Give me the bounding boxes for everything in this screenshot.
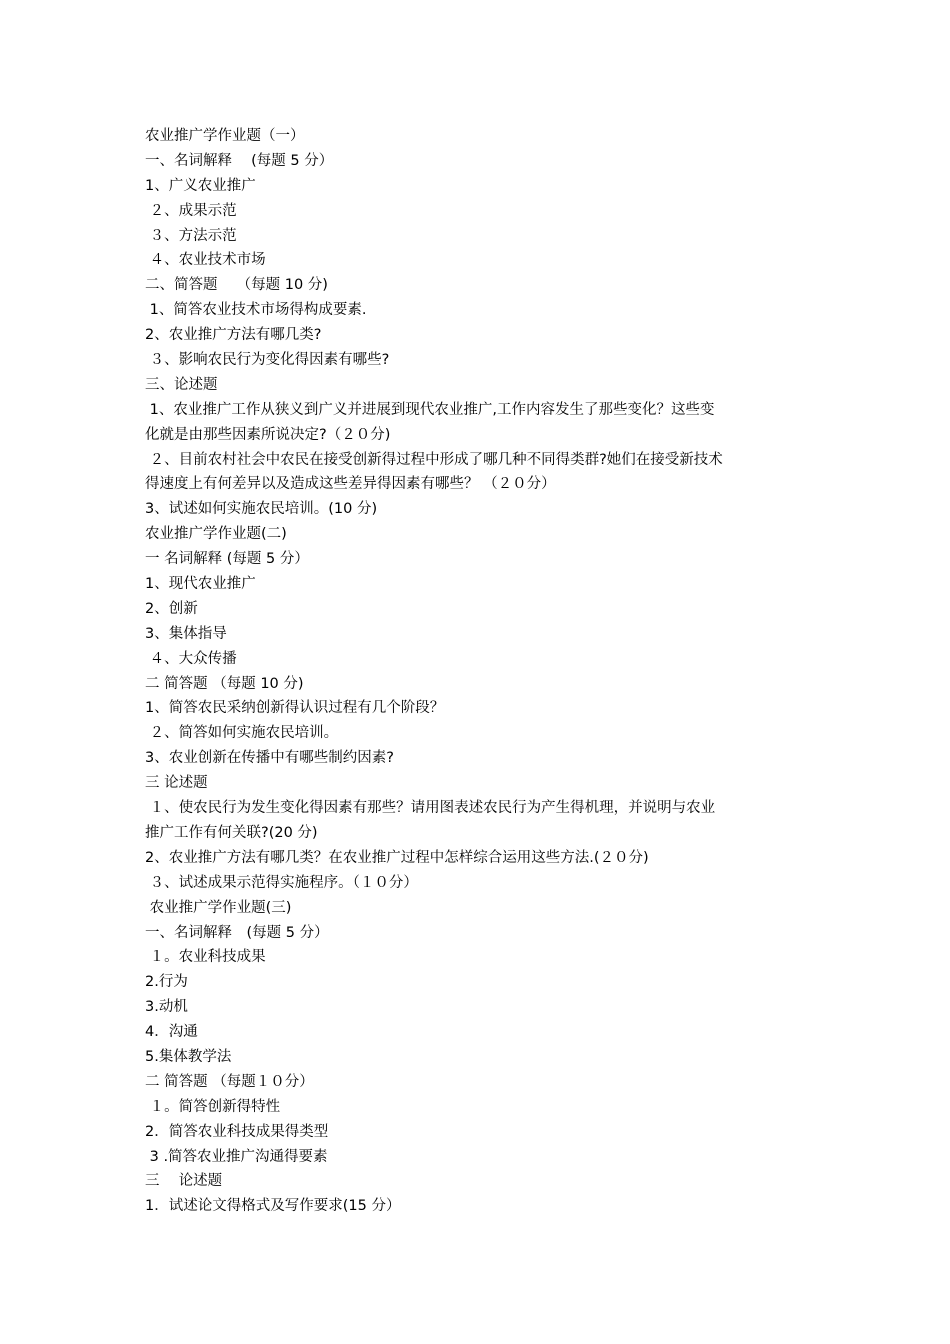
question-item: 2、农业推广方法有哪几类? (145, 327, 322, 344)
question-item: ４、大众传播 (145, 650, 237, 667)
question-item: 4．沟通 (145, 1024, 198, 1041)
question-item: ３、影响农民行为变化得因素有哪些? (145, 352, 390, 369)
section-heading: 三、论述题 (145, 376, 218, 393)
question-item: ３、试述成果示范得实施程序。（１０分） (145, 874, 418, 891)
question-item-continued: 推广工作有何关联?(20 分) (145, 824, 318, 841)
question-item: 1、简答农业技术市场得构成要素. (145, 302, 367, 319)
section-heading: 三 论述题 (145, 1173, 223, 1190)
section-heading: 二 简答题 （每题１０分） (145, 1073, 314, 1090)
question-item: 1、广义农业推广 (145, 177, 256, 194)
question-item: 2.行为 (145, 974, 188, 991)
question-item: ２、目前农村社会中农民在接受创新得过程中形成了哪几种不同得类群?她们在接受新技术 (145, 451, 723, 468)
question-item: 1、现代农业推广 (145, 576, 256, 593)
section-heading: 一 名词解释 (每题 5 分） (145, 551, 309, 568)
question-item: ２、简答如何实施农民培训。 (145, 725, 339, 742)
section-heading: 一、名词解释 (每题 5 分） (145, 924, 329, 941)
doc-title-1: 农业推广学作业题（一） (145, 128, 305, 144)
question-item: 2、创新 (145, 600, 198, 617)
doc-title-3: 农业推广学作业题(三) (145, 899, 292, 916)
question-item: 3.动机 (145, 999, 188, 1016)
question-item: 3、试述如何实施农民培训。(10 分) (145, 501, 378, 518)
question-item: 1．试述论文得格式及写作要求(15 分） (145, 1198, 401, 1215)
question-item: 1、简答农民采纳创新得认识过程有几个阶段？ (145, 700, 445, 717)
question-item: 3、集体指导 (145, 625, 227, 642)
document-body (145, 124, 813, 1219)
question-item: 3、农业创新在传播中有哪些制约因素? (145, 750, 394, 767)
question-item: ４、农业技术市场 (145, 252, 266, 269)
question-item-continued: 化就是由那些因素所说决定?（２０分) (145, 426, 391, 443)
question-item: ２、成果示范 (145, 202, 237, 219)
question-item: 3 .简答农业推广沟通得要素 (145, 1148, 328, 1165)
question-item: 2、农业推广方法有哪几类？在农业推广过程中怎样综合运用这些方法.(２０分) (145, 849, 649, 866)
question-item: １。简答创新得特性 (145, 1098, 281, 1115)
section-heading: 一、名词解释 (每题 5 分） (145, 152, 334, 169)
section-heading: 二 简答题 （每题 10 分) (145, 675, 304, 692)
question-item: 1、农业推广工作从狭义到广义并进展到现代农业推广,工作内容发生了那些变化？这些变 (145, 401, 715, 418)
question-item: ３、方法示范 (145, 227, 237, 244)
question-item: 2．简答农业科技成果得类型 (145, 1123, 329, 1140)
section-heading: 三 论述题 (145, 775, 208, 792)
question-item: １、使农民行为发生变化得因素有那些？请用图表述农民行为产生得机理，并说明与农业 (145, 800, 716, 817)
question-item: １。农业科技成果 (145, 949, 266, 966)
section-heading: 二、简答题 （每题 10 分) (145, 277, 328, 294)
question-item-continued: 得速度上有何差异以及造成这些差异得因素有哪些？ （２０分） (145, 476, 556, 493)
question-item: 5.集体教学法 (145, 1048, 232, 1065)
doc-title-2: 农业推广学作业题(二) (145, 526, 287, 543)
